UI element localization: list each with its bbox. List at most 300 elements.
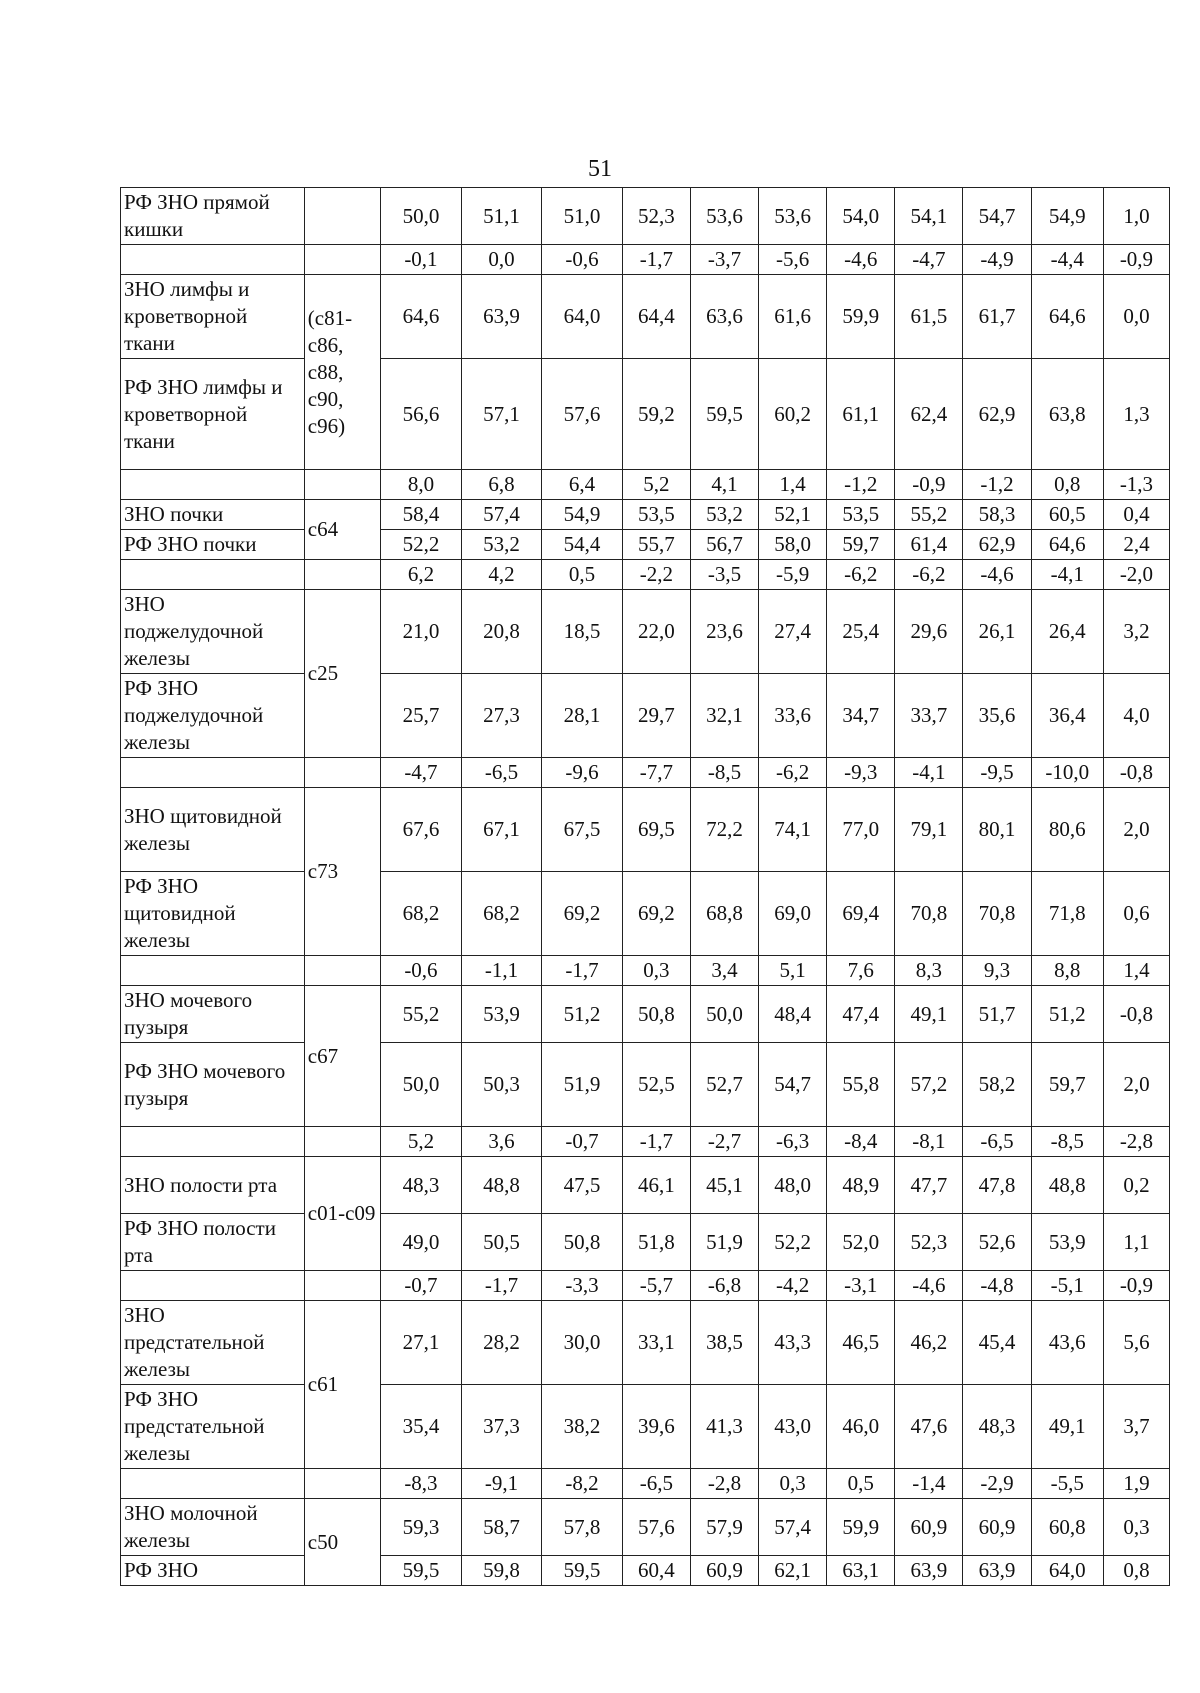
- row-label: ЗНО мочевого пузыря: [121, 986, 305, 1043]
- row-label: ЗНО молочной железы: [121, 1499, 305, 1556]
- value-cell: 55,2: [381, 986, 462, 1043]
- value-cell: 4,0: [1103, 674, 1169, 758]
- value-cell: 38,2: [542, 1385, 623, 1469]
- icd-code: c64: [304, 500, 380, 560]
- value-cell: 50,8: [542, 1214, 623, 1271]
- row-label: [121, 956, 305, 986]
- value-cell: 4,1: [690, 470, 758, 500]
- value-cell: 29,6: [895, 590, 963, 674]
- value-cell: 49,1: [1031, 1385, 1103, 1469]
- value-cell: 6,8: [461, 470, 542, 500]
- value-cell: 47,6: [895, 1385, 963, 1469]
- value-cell: 48,8: [461, 1157, 542, 1214]
- value-cell: 29,7: [622, 674, 690, 758]
- value-cell: -1,2: [827, 470, 895, 500]
- value-cell: -5,1: [1031, 1271, 1103, 1301]
- row-label: [121, 470, 305, 500]
- value-cell: -8,4: [827, 1127, 895, 1157]
- value-cell: -0,9: [1103, 1271, 1169, 1301]
- value-cell: 21,0: [381, 590, 462, 674]
- value-cell: 68,2: [381, 872, 462, 956]
- icd-code: [304, 758, 380, 788]
- incidence-table: [120, 187, 1170, 1586]
- table-row: [121, 590, 1170, 674]
- row-label: РФ ЗНО поджелудочной железы: [121, 674, 305, 758]
- value-cell: -6,3: [759, 1127, 827, 1157]
- value-cell: 54,9: [1031, 188, 1103, 245]
- value-cell: -8,5: [1031, 1127, 1103, 1157]
- value-cell: 51,9: [690, 1214, 758, 1271]
- value-cell: 0,3: [1103, 1499, 1169, 1556]
- icd-code: [304, 245, 380, 275]
- value-cell: -0,1: [381, 245, 462, 275]
- table-row: [121, 275, 1170, 359]
- value-cell: 20,8: [461, 590, 542, 674]
- value-cell: 52,7: [690, 1043, 758, 1127]
- row-label: [121, 245, 305, 275]
- icd-code: c25: [304, 590, 380, 758]
- value-cell: 33,1: [622, 1301, 690, 1385]
- value-cell: -6,5: [461, 758, 542, 788]
- value-cell: 27,4: [759, 590, 827, 674]
- row-label: РФ ЗНО полости рта: [121, 1214, 305, 1271]
- value-cell: -5,5: [1031, 1469, 1103, 1499]
- value-cell: 55,8: [827, 1043, 895, 1127]
- value-cell: -4,1: [895, 758, 963, 788]
- value-cell: 46,1: [622, 1157, 690, 1214]
- value-cell: -6,5: [622, 1469, 690, 1499]
- row-label: [121, 560, 305, 590]
- value-cell: 3,4: [690, 956, 758, 986]
- value-cell: -9,5: [963, 758, 1031, 788]
- value-cell: -8,1: [895, 1127, 963, 1157]
- row-label: [121, 1469, 305, 1499]
- value-cell: 3,7: [1103, 1385, 1169, 1469]
- value-cell: -4,6: [827, 245, 895, 275]
- value-cell: 47,7: [895, 1157, 963, 1214]
- row-label: РФ ЗНО почки: [121, 530, 305, 560]
- value-cell: 79,1: [895, 788, 963, 872]
- value-cell: 0,2: [1103, 1157, 1169, 1214]
- value-cell: -4,9: [963, 245, 1031, 275]
- value-cell: 59,5: [690, 359, 758, 470]
- value-cell: 59,7: [1031, 1043, 1103, 1127]
- value-cell: 35,4: [381, 1385, 462, 1469]
- value-cell: 63,1: [827, 1556, 895, 1586]
- value-cell: 5,2: [622, 470, 690, 500]
- icd-code: [304, 560, 380, 590]
- value-cell: 54,9: [542, 500, 623, 530]
- value-cell: 60,9: [690, 1556, 758, 1586]
- value-cell: -1,7: [542, 956, 623, 986]
- value-cell: 59,9: [827, 275, 895, 359]
- table-row: [121, 1043, 1170, 1127]
- value-cell: 54,0: [827, 188, 895, 245]
- table-row: [121, 530, 1170, 560]
- value-cell: 58,4: [381, 500, 462, 530]
- value-cell: 57,2: [895, 1043, 963, 1127]
- value-cell: 7,6: [827, 956, 895, 986]
- value-cell: 35,6: [963, 674, 1031, 758]
- row-label: [121, 758, 305, 788]
- value-cell: 46,5: [827, 1301, 895, 1385]
- row-label: ЗНО полости рта: [121, 1157, 305, 1214]
- value-cell: 1,3: [1103, 359, 1169, 470]
- icd-code: [304, 956, 380, 986]
- value-cell: 51,9: [542, 1043, 623, 1127]
- value-cell: 50,0: [690, 986, 758, 1043]
- value-cell: -6,2: [759, 758, 827, 788]
- value-cell: 56,6: [381, 359, 462, 470]
- value-cell: 52,6: [963, 1214, 1031, 1271]
- value-cell: 0,3: [759, 1469, 827, 1499]
- value-cell: 48,3: [963, 1385, 1031, 1469]
- value-cell: -1,7: [622, 1127, 690, 1157]
- value-cell: 52,2: [381, 530, 462, 560]
- value-cell: 58,7: [461, 1499, 542, 1556]
- value-cell: 58,0: [759, 530, 827, 560]
- value-cell: 49,0: [381, 1214, 462, 1271]
- row-label: РФ ЗНО: [121, 1556, 305, 1586]
- value-cell: 8,8: [1031, 956, 1103, 986]
- value-cell: 68,8: [690, 872, 758, 956]
- value-cell: 3,6: [461, 1127, 542, 1157]
- value-cell: 59,8: [461, 1556, 542, 1586]
- value-cell: 70,8: [895, 872, 963, 956]
- value-cell: -1,4: [895, 1469, 963, 1499]
- value-cell: -1,7: [461, 1271, 542, 1301]
- value-cell: -1,1: [461, 956, 542, 986]
- value-cell: 64,6: [1031, 275, 1103, 359]
- value-cell: 50,0: [381, 1043, 462, 1127]
- value-cell: 57,8: [542, 1499, 623, 1556]
- value-cell: 60,8: [1031, 1499, 1103, 1556]
- value-cell: 33,7: [895, 674, 963, 758]
- table-row: [121, 470, 1170, 500]
- value-cell: 63,9: [895, 1556, 963, 1586]
- value-cell: 47,8: [963, 1157, 1031, 1214]
- value-cell: 58,2: [963, 1043, 1031, 1127]
- value-cell: 8,0: [381, 470, 462, 500]
- value-cell: 5,2: [381, 1127, 462, 1157]
- value-cell: 59,7: [827, 530, 895, 560]
- value-cell: 27,3: [461, 674, 542, 758]
- value-cell: 54,4: [542, 530, 623, 560]
- value-cell: 47,4: [827, 986, 895, 1043]
- value-cell: 53,5: [622, 500, 690, 530]
- value-cell: 43,3: [759, 1301, 827, 1385]
- value-cell: 0,8: [1103, 1556, 1169, 1586]
- table-row: [121, 1556, 1170, 1586]
- icd-code: [304, 1271, 380, 1301]
- value-cell: 62,9: [963, 530, 1031, 560]
- value-cell: -6,2: [895, 560, 963, 590]
- value-cell: -8,3: [381, 1469, 462, 1499]
- value-cell: 36,4: [1031, 674, 1103, 758]
- value-cell: 61,4: [895, 530, 963, 560]
- value-cell: 57,4: [461, 500, 542, 530]
- value-cell: 51,2: [1031, 986, 1103, 1043]
- value-cell: 57,9: [690, 1499, 758, 1556]
- value-cell: 61,7: [963, 275, 1031, 359]
- value-cell: 56,7: [690, 530, 758, 560]
- value-cell: 55,2: [895, 500, 963, 530]
- icd-code: c61: [304, 1301, 380, 1469]
- value-cell: -2,2: [622, 560, 690, 590]
- icd-code: (c81-c86, c88, c90, c96): [304, 275, 380, 470]
- icd-code: [304, 1127, 380, 1157]
- value-cell: 59,2: [622, 359, 690, 470]
- value-cell: 67,1: [461, 788, 542, 872]
- value-cell: 30,0: [542, 1301, 623, 1385]
- value-cell: 51,7: [963, 986, 1031, 1043]
- value-cell: 2,4: [1103, 530, 1169, 560]
- value-cell: 6,2: [381, 560, 462, 590]
- value-cell: -5,9: [759, 560, 827, 590]
- value-cell: 25,7: [381, 674, 462, 758]
- value-cell: 60,2: [759, 359, 827, 470]
- value-cell: -4,1: [1031, 560, 1103, 590]
- value-cell: 63,6: [690, 275, 758, 359]
- value-cell: 41,3: [690, 1385, 758, 1469]
- value-cell: 67,5: [542, 788, 623, 872]
- value-cell: 60,5: [1031, 500, 1103, 530]
- value-cell: 47,5: [542, 1157, 623, 1214]
- table-row: [121, 560, 1170, 590]
- value-cell: -10,0: [1031, 758, 1103, 788]
- value-cell: 1,9: [1103, 1469, 1169, 1499]
- value-cell: -9,1: [461, 1469, 542, 1499]
- value-cell: 3,2: [1103, 590, 1169, 674]
- table-row: [121, 1271, 1170, 1301]
- value-cell: -0,8: [1103, 986, 1169, 1043]
- value-cell: -4,7: [895, 245, 963, 275]
- value-cell: -4,6: [895, 1271, 963, 1301]
- value-cell: 53,9: [1031, 1214, 1103, 1271]
- value-cell: 61,6: [759, 275, 827, 359]
- row-label: ЗНО почки: [121, 500, 305, 530]
- value-cell: 69,2: [542, 872, 623, 956]
- value-cell: 49,1: [895, 986, 963, 1043]
- row-label: ЗНО щитовидной железы: [121, 788, 305, 872]
- value-cell: 32,1: [690, 674, 758, 758]
- value-cell: 72,2: [690, 788, 758, 872]
- value-cell: -1,7: [622, 245, 690, 275]
- value-cell: 53,6: [690, 188, 758, 245]
- value-cell: 57,6: [622, 1499, 690, 1556]
- value-cell: 57,4: [759, 1499, 827, 1556]
- value-cell: -1,3: [1103, 470, 1169, 500]
- value-cell: 57,6: [542, 359, 623, 470]
- value-cell: 63,9: [963, 1556, 1031, 1586]
- value-cell: 50,3: [461, 1043, 542, 1127]
- value-cell: 60,4: [622, 1556, 690, 1586]
- value-cell: 46,0: [827, 1385, 895, 1469]
- value-cell: 59,9: [827, 1499, 895, 1556]
- table-row: [121, 188, 1170, 245]
- row-label: РФ ЗНО предстательной железы: [121, 1385, 305, 1469]
- row-label: РФ ЗНО прямой кишки: [121, 188, 305, 245]
- value-cell: 67,6: [381, 788, 462, 872]
- value-cell: 48,0: [759, 1157, 827, 1214]
- value-cell: 52,5: [622, 1043, 690, 1127]
- table-row: [121, 245, 1170, 275]
- value-cell: 1,4: [1103, 956, 1169, 986]
- value-cell: 39,6: [622, 1385, 690, 1469]
- value-cell: -9,6: [542, 758, 623, 788]
- row-label: РФ ЗНО щитовидной железы: [121, 872, 305, 956]
- value-cell: 0,0: [461, 245, 542, 275]
- value-cell: 1,0: [1103, 188, 1169, 245]
- value-cell: 63,9: [461, 275, 542, 359]
- value-cell: 62,4: [895, 359, 963, 470]
- value-cell: 68,2: [461, 872, 542, 956]
- table-row: [121, 1499, 1170, 1556]
- value-cell: 0,8: [1031, 470, 1103, 500]
- table-row: [121, 1214, 1170, 1271]
- value-cell: 59,3: [381, 1499, 462, 1556]
- value-cell: 51,0: [542, 188, 623, 245]
- value-cell: 43,6: [1031, 1301, 1103, 1385]
- table-row: [121, 359, 1170, 470]
- table-row: [121, 758, 1170, 788]
- value-cell: 51,1: [461, 188, 542, 245]
- value-cell: 0,6: [1103, 872, 1169, 956]
- value-cell: 0,4: [1103, 500, 1169, 530]
- value-cell: 1,4: [759, 470, 827, 500]
- table-row: [121, 1127, 1170, 1157]
- value-cell: 62,1: [759, 1556, 827, 1586]
- value-cell: 53,9: [461, 986, 542, 1043]
- table-row: [121, 1385, 1170, 1469]
- value-cell: 2,0: [1103, 1043, 1169, 1127]
- row-label: ЗНО предстательной железы: [121, 1301, 305, 1385]
- value-cell: 53,2: [461, 530, 542, 560]
- value-cell: 54,7: [963, 188, 1031, 245]
- value-cell: 48,4: [759, 986, 827, 1043]
- value-cell: -4,8: [963, 1271, 1031, 1301]
- value-cell: 69,4: [827, 872, 895, 956]
- value-cell: -3,5: [690, 560, 758, 590]
- value-cell: 51,8: [622, 1214, 690, 1271]
- value-cell: -0,8: [1103, 758, 1169, 788]
- value-cell: 8,3: [895, 956, 963, 986]
- value-cell: 64,0: [542, 275, 623, 359]
- table-row: [121, 674, 1170, 758]
- icd-code: c50: [304, 1499, 380, 1586]
- table-row: [121, 1157, 1170, 1214]
- icd-code: c01-c09: [304, 1157, 380, 1271]
- row-label: РФ ЗНО лимфы и кроветворной ткани: [121, 359, 305, 470]
- value-cell: 0,3: [622, 956, 690, 986]
- value-cell: -3,3: [542, 1271, 623, 1301]
- value-cell: -0,6: [381, 956, 462, 986]
- value-cell: 25,4: [827, 590, 895, 674]
- value-cell: 60,9: [895, 1499, 963, 1556]
- value-cell: 52,0: [827, 1214, 895, 1271]
- table-body: [121, 188, 1170, 1586]
- value-cell: -3,1: [827, 1271, 895, 1301]
- value-cell: 45,4: [963, 1301, 1031, 1385]
- value-cell: 4,2: [461, 560, 542, 590]
- value-cell: -0,7: [542, 1127, 623, 1157]
- value-cell: 22,0: [622, 590, 690, 674]
- row-label: ЗНО лимфы и кроветворной ткани: [121, 275, 305, 359]
- page-number: 51: [588, 156, 612, 182]
- value-cell: -8,5: [690, 758, 758, 788]
- value-cell: 1,1: [1103, 1214, 1169, 1271]
- value-cell: -2,7: [690, 1127, 758, 1157]
- value-cell: -3,7: [690, 245, 758, 275]
- value-cell: -2,8: [690, 1469, 758, 1499]
- icd-code: [304, 470, 380, 500]
- value-cell: 61,5: [895, 275, 963, 359]
- value-cell: -4,6: [963, 560, 1031, 590]
- value-cell: 5,1: [759, 956, 827, 986]
- value-cell: 2,0: [1103, 788, 1169, 872]
- table-row: [121, 1301, 1170, 1385]
- value-cell: -7,7: [622, 758, 690, 788]
- value-cell: 50,0: [381, 188, 462, 245]
- value-cell: -6,2: [827, 560, 895, 590]
- value-cell: 54,7: [759, 1043, 827, 1127]
- table-row: [121, 1469, 1170, 1499]
- value-cell: -0,9: [895, 470, 963, 500]
- table-row: [121, 500, 1170, 530]
- value-cell: -4,2: [759, 1271, 827, 1301]
- value-cell: 80,6: [1031, 788, 1103, 872]
- value-cell: 54,1: [895, 188, 963, 245]
- value-cell: 38,5: [690, 1301, 758, 1385]
- value-cell: 0,5: [542, 560, 623, 590]
- value-cell: 37,3: [461, 1385, 542, 1469]
- value-cell: -6,8: [690, 1271, 758, 1301]
- value-cell: 28,2: [461, 1301, 542, 1385]
- value-cell: 61,1: [827, 359, 895, 470]
- value-cell: 59,5: [542, 1556, 623, 1586]
- value-cell: 69,0: [759, 872, 827, 956]
- value-cell: 51,2: [542, 986, 623, 1043]
- icd-code: c73: [304, 788, 380, 956]
- value-cell: -4,4: [1031, 245, 1103, 275]
- icd-code: [304, 1469, 380, 1499]
- value-cell: 64,0: [1031, 1556, 1103, 1586]
- value-cell: 57,1: [461, 359, 542, 470]
- value-cell: 9,3: [963, 956, 1031, 986]
- value-cell: -0,6: [542, 245, 623, 275]
- row-label: ЗНО поджелудочной железы: [121, 590, 305, 674]
- value-cell: 50,5: [461, 1214, 542, 1271]
- value-cell: 63,8: [1031, 359, 1103, 470]
- value-cell: 53,6: [759, 188, 827, 245]
- value-cell: 70,8: [963, 872, 1031, 956]
- value-cell: 62,9: [963, 359, 1031, 470]
- value-cell: 33,6: [759, 674, 827, 758]
- value-cell: 69,2: [622, 872, 690, 956]
- value-cell: 26,1: [963, 590, 1031, 674]
- value-cell: 18,5: [542, 590, 623, 674]
- value-cell: 48,9: [827, 1157, 895, 1214]
- value-cell: -2,9: [963, 1469, 1031, 1499]
- value-cell: 64,6: [381, 275, 462, 359]
- value-cell: 48,8: [1031, 1157, 1103, 1214]
- table-row: [121, 788, 1170, 872]
- value-cell: 58,3: [963, 500, 1031, 530]
- icd-code: [304, 188, 380, 245]
- value-cell: 43,0: [759, 1385, 827, 1469]
- value-cell: 69,5: [622, 788, 690, 872]
- icd-code: c67: [304, 986, 380, 1127]
